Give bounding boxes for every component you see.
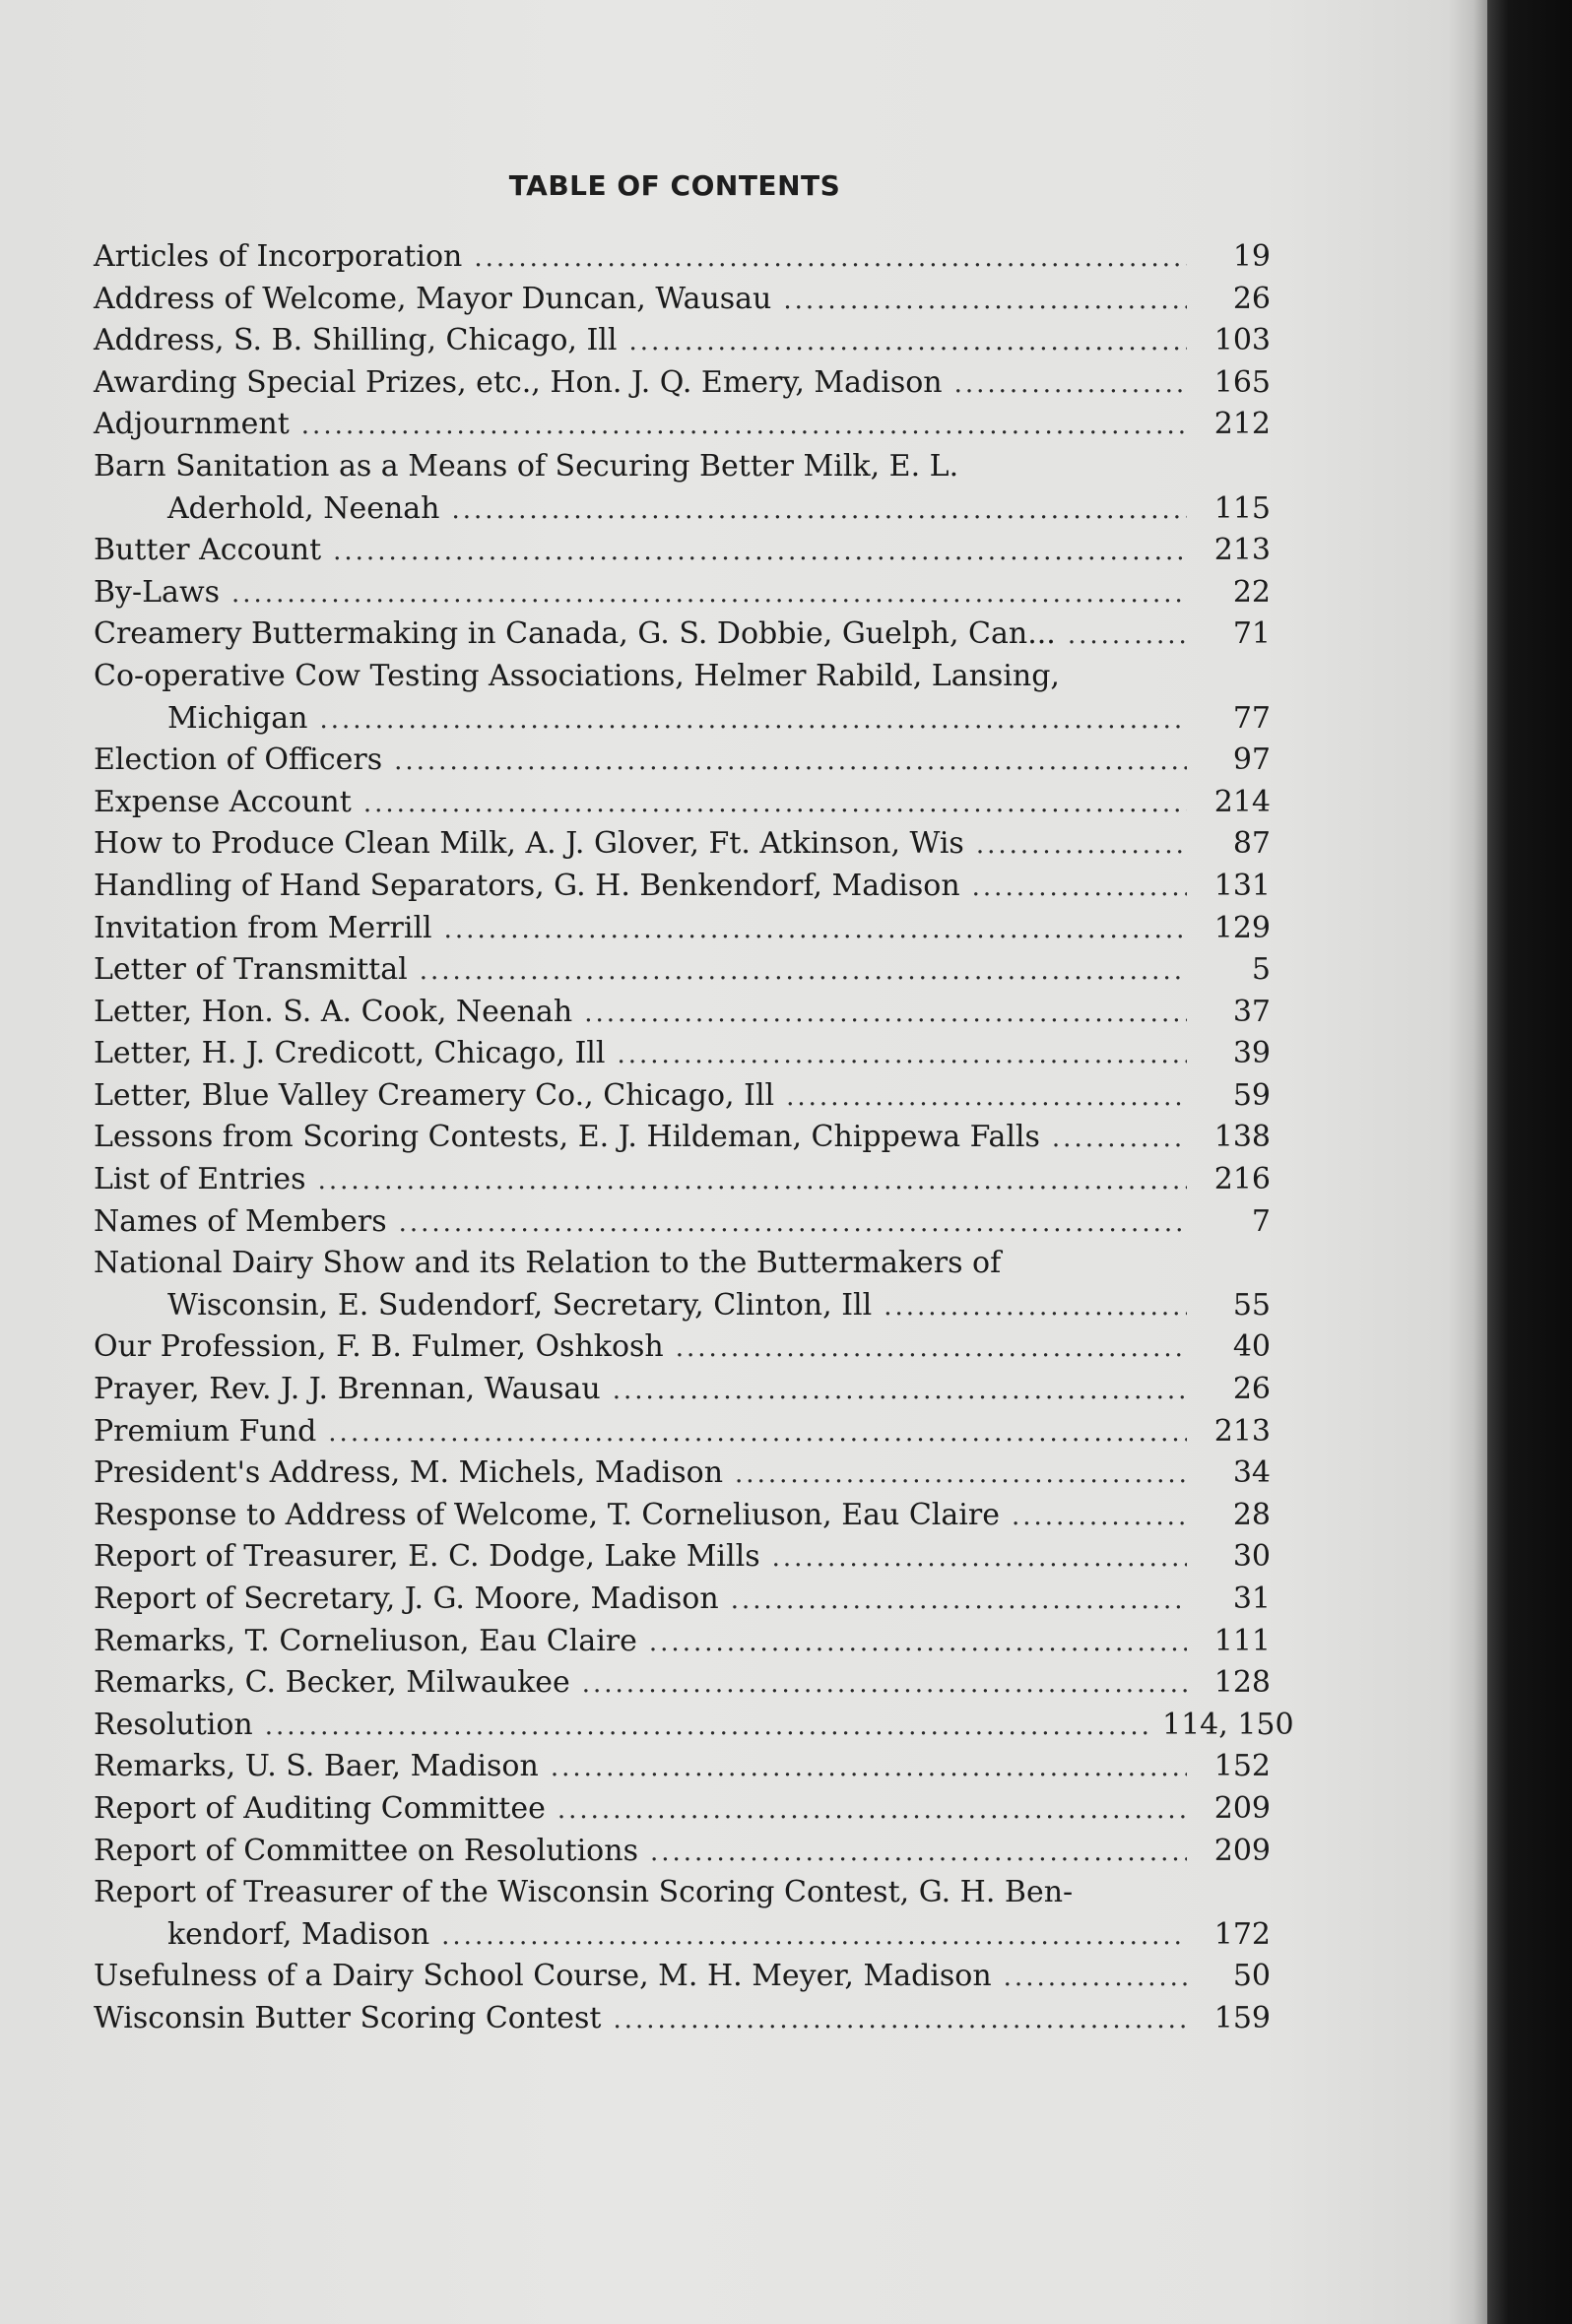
toc-page-number: 213 (1213, 533, 1271, 568)
toc-page-number: 40 (1232, 1329, 1271, 1365)
toc-entry (94, 1998, 1271, 2040)
toc-entry-row (94, 782, 1271, 824)
dot-leader (731, 1580, 1187, 1622)
toc-page-number: 28 (1232, 1497, 1271, 1532)
dot-leader (618, 1034, 1188, 1076)
toc-page-number: 50 (1232, 1959, 1271, 1994)
toc-entry-row (94, 1411, 1271, 1453)
toc-entry-row (94, 613, 1271, 656)
toc-page-number: 209 (1213, 1833, 1271, 1868)
toc-entry-title: Adjournment (94, 407, 290, 442)
toc-page-number: 103 (1213, 323, 1271, 358)
dot-leader (972, 867, 1187, 909)
toc-entry (94, 866, 1271, 908)
toc-entry (94, 279, 1271, 321)
toc-entry-title: Usefulness of a Dairy School Course, M. H. Meyer, Madison (94, 1959, 992, 1994)
toc-entry-title: Wisconsin, E. Sudendorf, Secretary, Clinton, Ill (167, 1287, 873, 1323)
dot-leader (1004, 1957, 1187, 1999)
toc-entry-title: Articles of Incorporation (94, 239, 463, 274)
page-gutter-shadow (1448, 0, 1491, 2324)
toc-page-number: 212 (1213, 407, 1271, 442)
toc-page-number: 97 (1232, 742, 1271, 778)
toc-entry-row (94, 1621, 1271, 1663)
toc-entry-title-line: Barn Sanitation as a Means of Securing Better Milk, E. L. (94, 448, 959, 484)
toc-entry (94, 1579, 1271, 1621)
toc-entry-row (94, 1326, 1271, 1369)
toc-entry-title: Expense Account (94, 784, 352, 819)
toc-page-number: 26 (1232, 1372, 1271, 1407)
toc-page-number: 7 (1251, 1203, 1271, 1239)
dot-leader (783, 280, 1187, 322)
toc-page-number: 138 (1213, 1120, 1271, 1155)
toc-entry-title: How to Produce Clean Milk, A. J. Glover, Ft. Atkinson, Wis (94, 826, 964, 862)
dot-leader (557, 1789, 1187, 1832)
toc-entry-row (94, 1914, 1271, 1957)
toc-page-number: 159 (1213, 2000, 1271, 2035)
toc-entry-row (94, 572, 1271, 614)
toc-entry (94, 1326, 1271, 1369)
toc-page-number: 213 (1213, 1413, 1271, 1449)
dot-leader (452, 489, 1187, 532)
dot-leader (399, 1202, 1187, 1245)
toc-entry-title: Creamery Buttermaking in Canada, G. S. Dobbie, Guelph, Can... (94, 616, 1056, 652)
toc-entry-row (94, 1536, 1271, 1579)
toc-entry-row (94, 949, 1271, 992)
dot-leader (676, 1327, 1187, 1370)
toc-page-number: 5 (1251, 952, 1271, 988)
toc-entry-title: Letter, H. J. Credicott, Chicago, Ill (94, 1036, 606, 1071)
toc-page-number: 172 (1213, 1916, 1271, 1952)
toc-entry-title: Resolution (94, 1707, 253, 1742)
dot-leader (582, 1663, 1187, 1706)
toc-entry (94, 1033, 1271, 1075)
toc-entry (94, 530, 1271, 572)
dot-leader (976, 824, 1187, 867)
toc-entry (94, 1831, 1271, 1873)
toc-entry-title: Remarks, U. S. Baer, Madison (94, 1749, 539, 1784)
toc-entry-title: Handling of Hand Separators, G. H. Benkendorf, Madison (94, 868, 960, 903)
toc-entry-title: Remarks, C. Becker, Milwaukee (94, 1665, 570, 1701)
toc-page-number: 31 (1232, 1582, 1271, 1616)
toc-page-number: 37 (1232, 994, 1271, 1029)
toc-entry (94, 1705, 1294, 1747)
toc-page-number: 128 (1213, 1665, 1271, 1701)
dot-leader (1012, 1496, 1187, 1538)
book-binding (1487, 0, 1572, 2324)
toc-entry-title: Prayer, Rev. J. J. Brennan, Wausau (94, 1372, 601, 1407)
dot-leader (301, 405, 1187, 447)
toc-entry-row (94, 488, 1271, 531)
toc-entry (94, 1956, 1271, 1998)
toc-entry (94, 823, 1271, 866)
table-of-contents (94, 236, 1294, 2040)
toc-page-number: 71 (1232, 616, 1271, 652)
toc-entry-title: Awarding Special Prizes, etc., Hon. J. Q. Emery, Madison (94, 364, 943, 400)
toc-entry-row (94, 823, 1271, 866)
toc-page-number: 216 (1213, 1162, 1271, 1197)
dot-leader (231, 573, 1187, 615)
dot-leader (551, 1747, 1187, 1789)
toc-entry-row (94, 1201, 1271, 1244)
toc-page-number: 22 (1232, 574, 1271, 610)
toc-page-number: 131 (1213, 868, 1271, 903)
dot-leader (420, 950, 1187, 993)
toc-entry-title: Letter, Hon. S. A. Cook, Neenah (94, 994, 573, 1029)
dot-leader (613, 1999, 1187, 2041)
dot-leader (394, 741, 1187, 783)
toc-entry (94, 1243, 1271, 1326)
toc-entry (94, 1662, 1271, 1705)
toc-page-number: 165 (1213, 364, 1271, 400)
dot-leader (1052, 1118, 1187, 1160)
toc-entry (94, 1452, 1271, 1495)
toc-entry-row (94, 1075, 1271, 1118)
dot-leader (613, 1370, 1187, 1412)
toc-entry-row (94, 1788, 1271, 1831)
toc-entry-row (94, 1452, 1271, 1495)
toc-entry-row (94, 1369, 1271, 1411)
toc-entry-row (94, 362, 1271, 405)
toc-entry (94, 1075, 1271, 1118)
toc-entry-title: Letter, Blue Valley Creamery Co., Chicago, Ill (94, 1077, 775, 1113)
toc-entry (94, 1872, 1271, 1956)
toc-entry-title-line: Co-operative Cow Testing Associations, Helmer Rabild, Lansing, (94, 658, 1060, 693)
toc-entry (94, 320, 1271, 362)
toc-entry (94, 740, 1271, 782)
toc-entry (94, 572, 1271, 614)
toc-entry (94, 1117, 1271, 1159)
dot-leader (884, 1286, 1187, 1328)
toc-entry-row (94, 908, 1271, 950)
toc-entry (94, 1746, 1271, 1788)
dot-leader (649, 1622, 1187, 1664)
toc-page-number: 39 (1232, 1036, 1271, 1071)
toc-entry-row (94, 404, 1271, 446)
toc-entry-title: Invitation from Merrill (94, 910, 432, 945)
dot-leader (474, 237, 1187, 280)
dot-leader (441, 1915, 1187, 1958)
toc-entry-title: Michigan (167, 700, 308, 736)
dot-leader (735, 1453, 1187, 1496)
toc-entry-title: Address of Welcome, Mayor Duncan, Wausau (94, 281, 772, 316)
toc-entry-row (94, 740, 1271, 782)
toc-entry-row (94, 1159, 1271, 1201)
toc-entry-title: Butter Account (94, 533, 322, 568)
toc-entry (94, 1495, 1271, 1537)
toc-entry-row (94, 236, 1271, 279)
toc-page-number: 34 (1232, 1455, 1271, 1491)
toc-entry-title-line: National Dairy Show and its Relation to the Buttermakers of (94, 1246, 1002, 1281)
toc-entry-row (94, 1579, 1271, 1621)
toc-entry (94, 656, 1271, 740)
dot-leader (319, 699, 1187, 742)
toc-entry-row (94, 866, 1271, 908)
dot-leader (1068, 614, 1187, 657)
toc-entry-row (94, 320, 1271, 362)
toc-page-number: 209 (1213, 1790, 1271, 1826)
toc-entry-title: Premium Fund (94, 1413, 317, 1449)
toc-entry (94, 782, 1271, 824)
toc-entry-title: Lessons from Scoring Contests, E. J. Hildeman, Chippewa Falls (94, 1120, 1040, 1155)
toc-page-number: 115 (1213, 490, 1271, 526)
toc-entry-row (94, 698, 1271, 741)
toc-page-number: 129 (1213, 910, 1271, 945)
toc-entry-row (94, 1705, 1294, 1747)
toc-entry-row (94, 1998, 1271, 2040)
toc-page-number: 87 (1232, 826, 1271, 862)
toc-entry-row (94, 279, 1271, 321)
toc-entry-title: By-Laws (94, 574, 221, 610)
toc-entry-row (94, 1285, 1271, 1327)
dot-leader (363, 783, 1187, 825)
toc-entry-title: Response to Address of Welcome, T. Corneliuson, Eau Claire (94, 1497, 1000, 1532)
toc-entry (94, 613, 1271, 656)
toc-page-number: 214 (1213, 784, 1271, 819)
toc-entry-title: Report of Auditing Committee (94, 1790, 546, 1826)
toc-page-number: 114, 150 (1162, 1707, 1294, 1742)
dot-leader (318, 1160, 1187, 1202)
toc-page-number: 111 (1213, 1623, 1271, 1658)
toc-entry (94, 1201, 1271, 1244)
toc-page-number: 19 (1232, 239, 1271, 274)
dot-leader (328, 1412, 1187, 1454)
toc-entry (94, 236, 1271, 279)
toc-entry-row (94, 1746, 1271, 1788)
toc-entry (94, 1788, 1271, 1831)
toc-page-number: 30 (1232, 1539, 1271, 1575)
toc-entry-title: Wisconsin Butter Scoring Contest (94, 2000, 602, 2035)
dot-leader (772, 1537, 1187, 1580)
toc-page-number: 77 (1232, 700, 1271, 736)
toc-entry-title: Letter of Transmittal (94, 952, 408, 988)
toc-entry (94, 1621, 1271, 1663)
toc-entry (94, 1369, 1271, 1411)
toc-page-number: 59 (1232, 1077, 1271, 1113)
dot-leader (629, 321, 1188, 363)
toc-entry-title: kendorf, Madison (167, 1916, 430, 1952)
toc-entry (94, 1159, 1271, 1201)
toc-entry-row (94, 992, 1271, 1034)
toc-entry-row (94, 1956, 1271, 1998)
toc-entry (94, 404, 1271, 446)
toc-entry-title: Report of Committee on Resolutions (94, 1833, 638, 1868)
toc-entry-title: Address, S. B. Shilling, Chicago, Ill (94, 323, 618, 358)
dot-leader (584, 993, 1187, 1035)
toc-entry (94, 1411, 1271, 1453)
toc-entry-title: Aderhold, Neenah (167, 490, 440, 526)
toc-entry (94, 949, 1271, 992)
toc-page-number: 26 (1232, 281, 1271, 316)
dot-leader (954, 363, 1187, 406)
toc-entry-title: Remarks, T. Corneliuson, Eau Claire (94, 1623, 637, 1658)
toc-entry-row (94, 530, 1271, 572)
toc-entry-row (94, 1831, 1271, 1873)
toc-entry-title: President's Address, M. Michels, Madison (94, 1455, 724, 1491)
toc-entry-title: Report of Treasurer, E. C. Dodge, Lake Mills (94, 1539, 760, 1575)
toc-entry-row (94, 1117, 1271, 1159)
dot-leader (333, 531, 1187, 573)
toc-entry-row (94, 1495, 1271, 1537)
toc-entry-title-line: Report of Treasurer of the Wisconsin Scoring Contest, G. H. Ben- (94, 1875, 1074, 1910)
toc-entry-title: Election of Officers (94, 742, 383, 778)
dot-leader (265, 1706, 1152, 1748)
dot-leader (444, 909, 1187, 951)
toc-entry (94, 362, 1271, 405)
page-title: TABLE OF CONTENTS (508, 169, 841, 202)
dot-leader (786, 1076, 1187, 1119)
toc-entry (94, 1536, 1271, 1579)
toc-entry-row (94, 1662, 1271, 1705)
toc-entry-title: Our Profession, F. B. Fulmer, Oshkosh (94, 1329, 664, 1365)
toc-page-number: 152 (1213, 1749, 1271, 1784)
toc-entry (94, 908, 1271, 950)
toc-page-number: 55 (1232, 1287, 1271, 1323)
toc-entry (94, 446, 1271, 530)
dot-leader (650, 1832, 1187, 1874)
toc-entry-row (94, 1033, 1271, 1075)
toc-entry-title: Report of Secretary, J. G. Moore, Madison (94, 1582, 719, 1616)
toc-entry (94, 992, 1271, 1034)
toc-entry-title: Names of Members (94, 1203, 387, 1239)
toc-entry-title: List of Entries (94, 1162, 306, 1197)
